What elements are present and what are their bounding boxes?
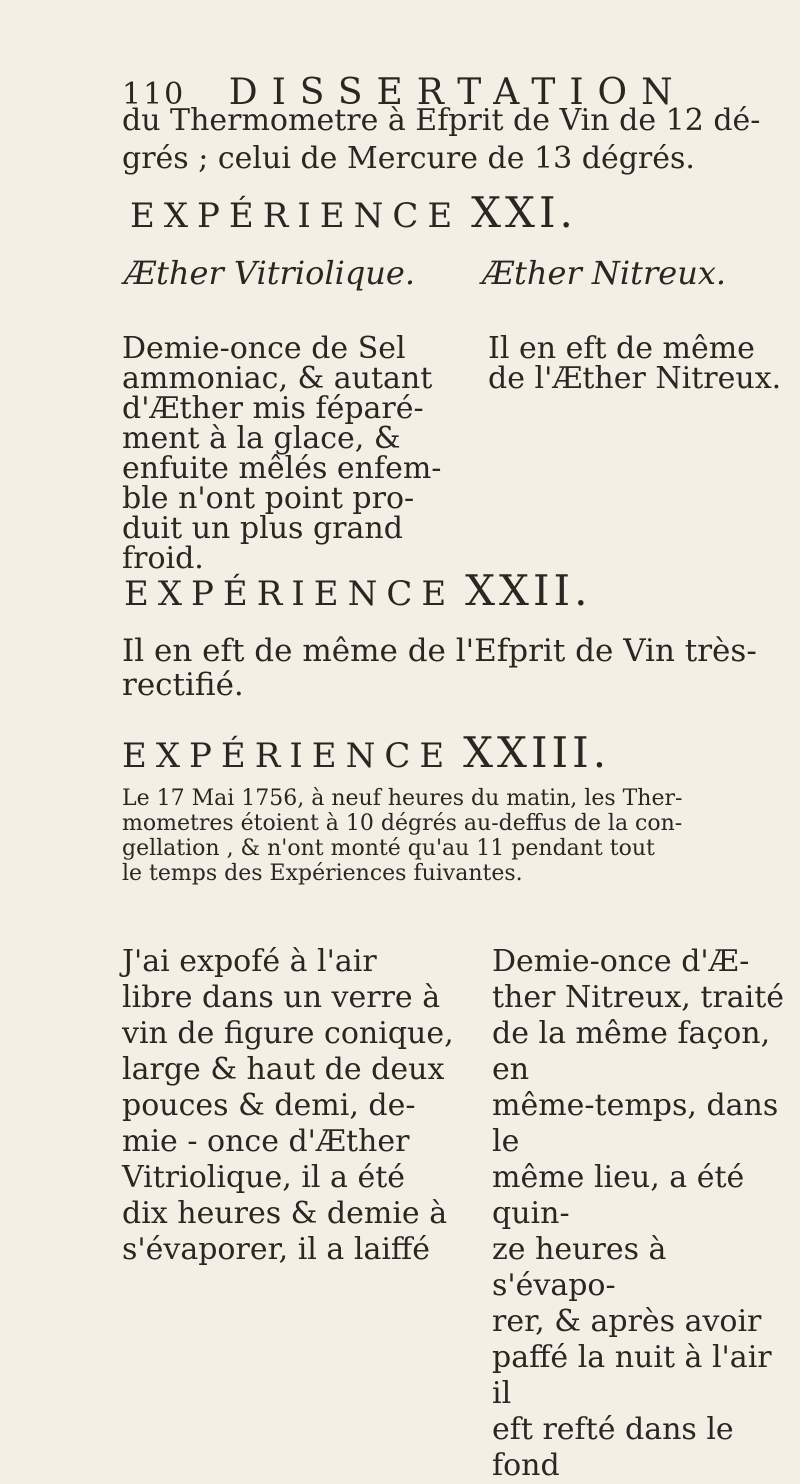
text-line: pouces & demi, de- xyxy=(122,1088,416,1123)
text-line: large & haut de deux xyxy=(122,1052,445,1087)
exp21-right-column xyxy=(488,331,788,396)
text-line: froid. xyxy=(122,541,204,576)
text-line: libre dans un verre à xyxy=(122,980,441,1015)
text-line: J'ai expofé à l'air xyxy=(122,944,377,979)
exp23-note xyxy=(122,786,722,886)
text-line: de l'Æther Nitreux. xyxy=(488,361,782,396)
text-line: de la même façon, en xyxy=(492,1016,771,1087)
experience-heading-23 xyxy=(122,728,610,777)
intro-line-1: du Thermometre à Efprit de Vin de 12 dé- xyxy=(122,103,761,138)
exp22-text xyxy=(122,634,757,702)
intro-line-2: grés ; celui de Mercure de 13 dégrés. xyxy=(122,141,695,176)
text-line: rer, & après avoir xyxy=(492,1304,762,1339)
text-line: même-temps, dans le xyxy=(492,1088,779,1159)
exp21-left-column xyxy=(122,331,467,576)
text-line: ther Nitreux, traité xyxy=(492,980,785,1015)
text-line: d'Æther mis féparé- xyxy=(122,391,424,426)
text-line: s'évaporer, il a laiffé xyxy=(122,1232,430,1267)
exp23-right-column xyxy=(492,944,792,1484)
experience-label: EXPÉRIENCE xyxy=(122,736,454,776)
text-line: mie - once d'Æther xyxy=(122,1124,410,1159)
text-line: duit un plus grand xyxy=(122,511,403,546)
header-title: DISSERTATION xyxy=(228,72,687,113)
text-line: paffé la nuit à l'air il xyxy=(492,1340,772,1411)
experience-label: EXPÉRIENCE xyxy=(124,574,456,614)
page-number: 110 xyxy=(122,77,186,112)
text-line: dix heures & demie à xyxy=(122,1196,448,1231)
text-line: Le 17 Mai 1756, à neuf heures du matin, les Ther- xyxy=(122,786,683,811)
text-line: Vitriolique, il a été xyxy=(122,1160,406,1195)
experience-label: EXPÉRIENCE xyxy=(130,196,462,236)
text-line: rectifié. xyxy=(122,667,244,703)
experience-number: XXII. xyxy=(465,566,592,615)
experience-heading-22 xyxy=(124,566,592,615)
column-heading-left: Æther Vitriolique. xyxy=(124,254,416,292)
exp23-left-column xyxy=(122,944,482,1268)
text-line: Il en eft de même xyxy=(488,331,755,366)
column-heading-right: Æther Nitreux. xyxy=(482,254,727,292)
experience-heading-21 xyxy=(130,188,577,237)
text-line: vin de figure conique, xyxy=(122,1016,454,1051)
text-line: gellation , & n'ont monté qu'au 11 pendant tout xyxy=(122,836,655,861)
text-line: Demie-once d'Æ- xyxy=(492,944,750,979)
text-line: Il en eft de même de l'Efprit de Vin très- xyxy=(122,633,757,669)
text-line: enfuite mêlés enfem- xyxy=(122,451,442,486)
text-line: même lieu, a été quin- xyxy=(492,1160,745,1231)
text-line: le temps des Expériences fuivantes. xyxy=(122,861,523,886)
text-line: ammoniac, & autant xyxy=(122,361,433,396)
experience-number: XXIII. xyxy=(463,728,611,777)
text-line: mometres étoient à 10 dégrés au-deffus de la con- xyxy=(122,811,683,836)
text-line: Demie-once de Sel xyxy=(122,331,406,366)
text-line: ment à la glace, & xyxy=(122,421,401,456)
text-line: eft refté dans le fond xyxy=(492,1412,734,1483)
text-line: ze heures à s'évapo- xyxy=(492,1232,667,1303)
text-line: ble n'ont point pro- xyxy=(122,481,415,516)
experience-number: XXI. xyxy=(471,188,577,237)
